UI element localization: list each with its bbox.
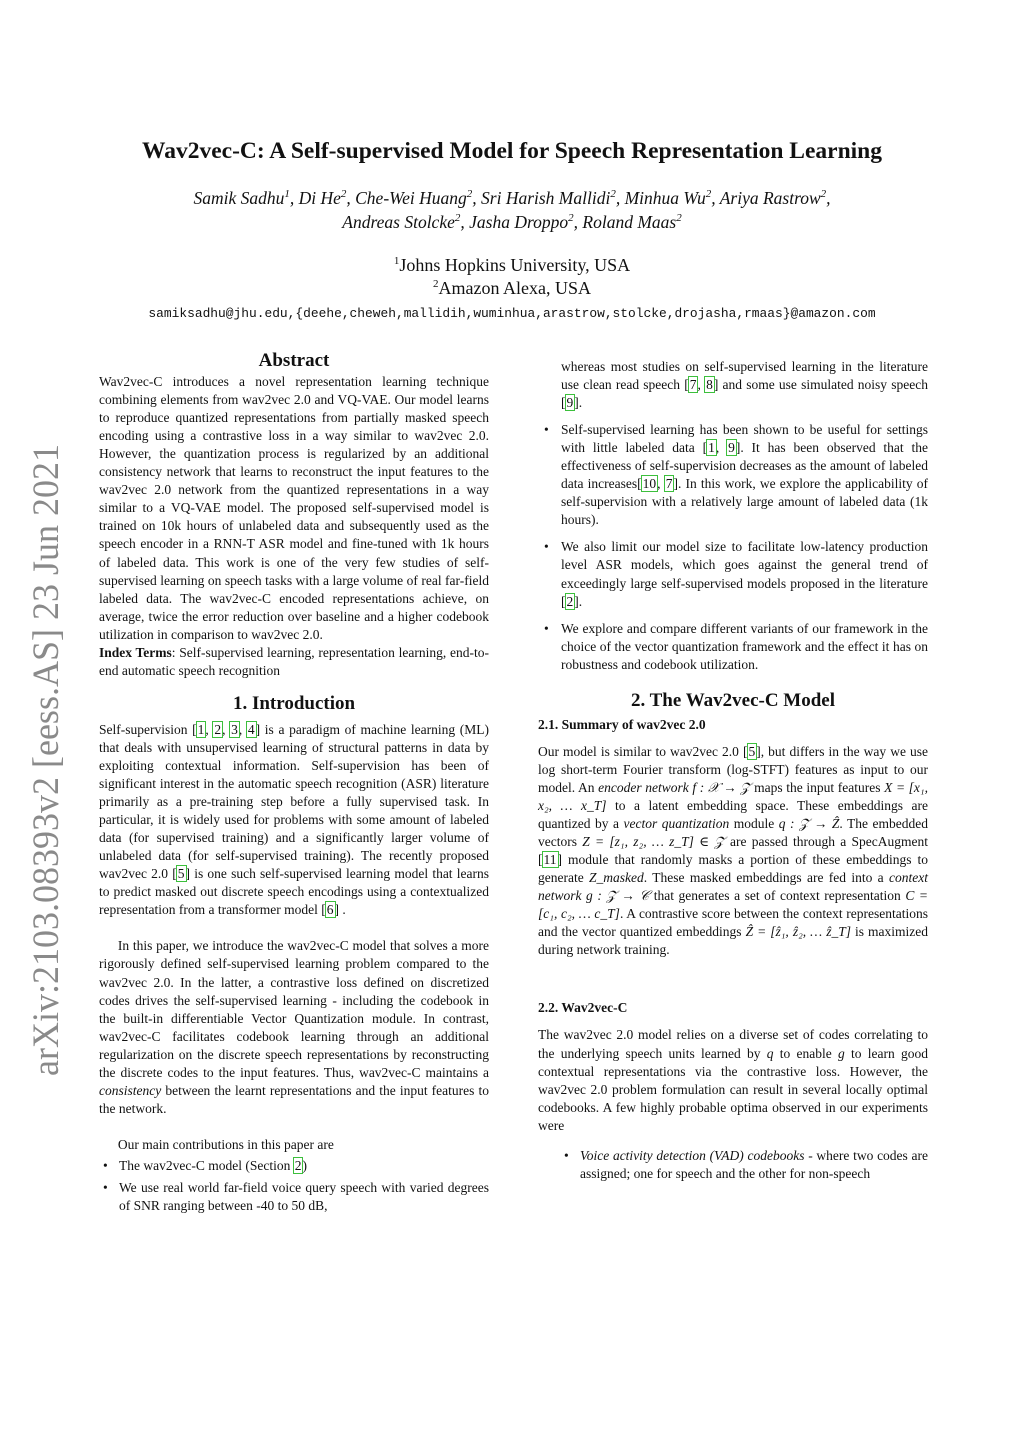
affiliation-2: $^2$Amazon Alexa, USA <box>433 278 591 298</box>
citation-link[interactable]: 1 <box>197 721 205 737</box>
contribution-item: • We explore and compare different variants of our framework in the choice of the vector quantization framework and the effect it has on robustness and codebook utilization. <box>538 620 928 674</box>
contribution-item: • The wav2vec-C model (Section 2) <box>99 1157 489 1175</box>
introduction-heading: 1. Introduction <box>232 692 356 714</box>
contribution-item: • We also limit our model size to facilitate low-latency production level ASR models, which goes against the general trend of exceedingly large self-supervised models proposed in the literature [2]. <box>538 538 928 610</box>
contribution-item-continued: whereas most studies on self-supervised learning in the literature use clean read speech [7, 8] and some use simulated noisy speech [9]. <box>561 359 928 411</box>
intro-paragraph-1: Self-supervision [1, 2, 3, 4] is a paradigm of machine learning (ML) that deals with unsupervised learning of structural patterns in data by exploiting contextual information. Self-supervision has been of significant interest in the automatic speech recognition (ASR) literature primarily as a pre-training step before a fully supervised task. In particular, it is widely used for problems with some amount of labeled data (for supervised training) and a significantly larger volume of unlabeled data (for self-supervised training). The recently proposed wav2vec 2.0 [5] is one such self-supervised learning model that learns to predict masked out discrete speech encodings using a contextualized representation from a transformer model [6] . <box>99 721 490 918</box>
abstract-body: Wav2vec-C introduces a novel representation learning technique combining elements from wav2vec 2.0 and VQ-VAE. Our model learns to reproduce quantized representations from partially masked speech encoding using a contrastive loss in a way similar to wav2vec 2.0. However, the quantization process is regularized by an additional consistency network that learns to reconstruct the input features to the wav2vec 2.0 network from the quantized representations in a way similar to a VQ-VAE model. The proposed self-supervised model is trained on 10k hours of unlabeled data and subsequently used as the speech encoder in a RNN-T ASR model and fine-tuned with 1k hours of labeled data. This work is one of the very few studies of self-supervised learning on speech tasks with a large volume of real far-field labeled data. The wav2vec-C encoded representations achieve, on average, twice the error reduction over baseline and a higher codebook utilization in comparison to wav2vec 2.0. <box>99 374 489 642</box>
citation-link[interactable]: 9 <box>728 440 735 456</box>
citation-link[interactable]: 5 <box>177 866 185 882</box>
section-link[interactable]: 2 <box>294 1157 302 1173</box>
index-terms: Index Terms: Self-supervised learning, representation learning, end-to-end automatic speech recognition <box>99 644 489 678</box>
subsection-2-2-body: The wav2vec 2.0 model relies on a diverse set of codes correlating to the underlying speech units learned by q to enable g to learn good contextual representations via the contrastive loss. However, the wav2vec 2.0 problem formulation can result in several locally optimal codebooks. A few highly probable optima observed in our experiments were <box>538 1027 928 1133</box>
citation-link[interactable]: 8 <box>706 377 713 393</box>
contribution-item: • We use real world far-field voice query speech with varied degrees of SNR ranging between -40 to 50 dB, <box>99 1179 489 1215</box>
citation-link[interactable]: 2 <box>214 721 222 737</box>
author-line-1: Samik Sadhu$^1$, Di He$^2$, Che-Wei Huang$^2$, Sri Harish Mallidi$^2$, Minhua Wu$^2$, Ariya Rastrow$^2$, <box>193 188 831 208</box>
optima-item: • Voice activity detection (VAD) codebooks - where two codes are assigned; one for speech and the other for non-speech <box>560 1147 928 1183</box>
author-name: Roland Maas <box>582 212 677 232</box>
subsection-2-1-heading: 2.1. Summary of wav2vec 2.0 <box>538 716 706 732</box>
abstract-heading: Abstract <box>258 350 330 371</box>
section-2-heading: 2. The Wav2vec-C Model <box>630 689 836 711</box>
author-name: Minhua Wu <box>624 188 706 208</box>
arxiv-identifier <box>18 440 70 1080</box>
citation-link[interactable]: 5 <box>748 743 756 759</box>
citation-link[interactable]: 6 <box>326 902 334 918</box>
citation-link[interactable]: 1 <box>708 440 715 456</box>
citation-link[interactable]: 10 <box>642 476 657 492</box>
author-name: Che-Wei Huang <box>355 188 467 208</box>
citation-link[interactable]: 7 <box>665 476 673 492</box>
author-name: Ariya Rastrow <box>719 188 821 208</box>
citation-link[interactable]: 11 <box>543 852 557 868</box>
contributions-intro: Our main contributions in this paper are <box>117 1136 334 1152</box>
subsection-2-1-body: Our model is similar to wav2vec 2.0 [5], but differs in the way we use log short-term Fourier transform (log-STFT) features as input to our model. An encoder network f : 𝒳 → 𝒵 maps the input features X = [x₁, x₂, … x_T] to a latent embedding space. These embeddings are quantized by a vector quantization module q : 𝒵 → Ẑ. The embedded vectors Z = [z₁, z₂, … z_T] ∈ 𝒵 are passed through a SpecAugment [11] module that randomly masks a portion of these embeddings to generate Z_masked. These masked embeddings are fed into a context network g : 𝒵 → 𝒞 that generates a set of context representation C = [c₁, c₂, … c_T]. A contrastive score between the context representations and the vector quantized embeddings Ẑ = [ẑ₁, ẑ₂, … ẑ_T] is maximized during network training. <box>538 743 928 958</box>
author-name: Andreas Stolcke <box>342 212 455 232</box>
contribution-item: • Self-supervised learning has been shown to be useful for settings with little labeled data [1, 9]. It has been observed that the effectiveness of self-supervision decreases as the amount of labeled data increases[10, 7]. In this work, we explore the applicability of self-supervision with a relatively large amount of labeled data (1k hours). <box>538 421 928 529</box>
author-name: Jasha Droppo <box>469 212 569 232</box>
right-column <box>538 358 928 1183</box>
author-name: Samik Sadhu <box>193 188 285 208</box>
author-name: Sri Harish Mallidi <box>481 188 611 208</box>
author-emails: samiksadhu@jhu.edu,{deehe,cheweh,mallidih,wuminhua,arastrow,stolcke,drojasha,rmaas}@amazon.com <box>148 306 876 321</box>
arxiv-identifier-text: arXiv:2103.08393v2 [eess.AS] 23 Jun 2021 <box>26 440 67 1076</box>
citation-link[interactable]: 7 <box>689 377 697 393</box>
citation-link[interactable]: 9 <box>566 395 574 411</box>
intro-paragraph-2: In this paper, we introduce the wav2vec-C model that solves a more rigorously defined self-supervised learning problem compared to the wav2vec 2.0. In the latter, a contrastive loss defined on discretized codes drives the self-supervised learning - including the codebook in the built-in differentiable Vector Quantization module. In contrast, wav2vec-C facilitates codebook learning through an additional regularization on the discrete speech representations by reconstructing the discrete codes to the input features. Thus, wav2vec-C maintains a consistency between the learnt representations and the input features to the network. <box>99 938 489 1116</box>
author-name: Di He <box>298 188 341 208</box>
citation-link[interactable]: 2 <box>566 593 574 609</box>
citation-link[interactable]: 4 <box>247 721 255 737</box>
affiliation-1: $^1$Johns Hopkins University, USA <box>393 255 631 275</box>
author-line-2: Andreas Stolcke$^2$, Jasha Droppo$^2$, Roland Maas$^2$ <box>342 212 682 232</box>
left-column <box>99 352 489 1215</box>
paper-title: Wav2vec-C: A Self-supervised Model for Speech Representation Learning <box>142 138 882 164</box>
citation-link[interactable]: 3 <box>231 721 238 737</box>
subsection-2-2-heading: 2.2. Wav2vec-C <box>538 1000 628 1016</box>
